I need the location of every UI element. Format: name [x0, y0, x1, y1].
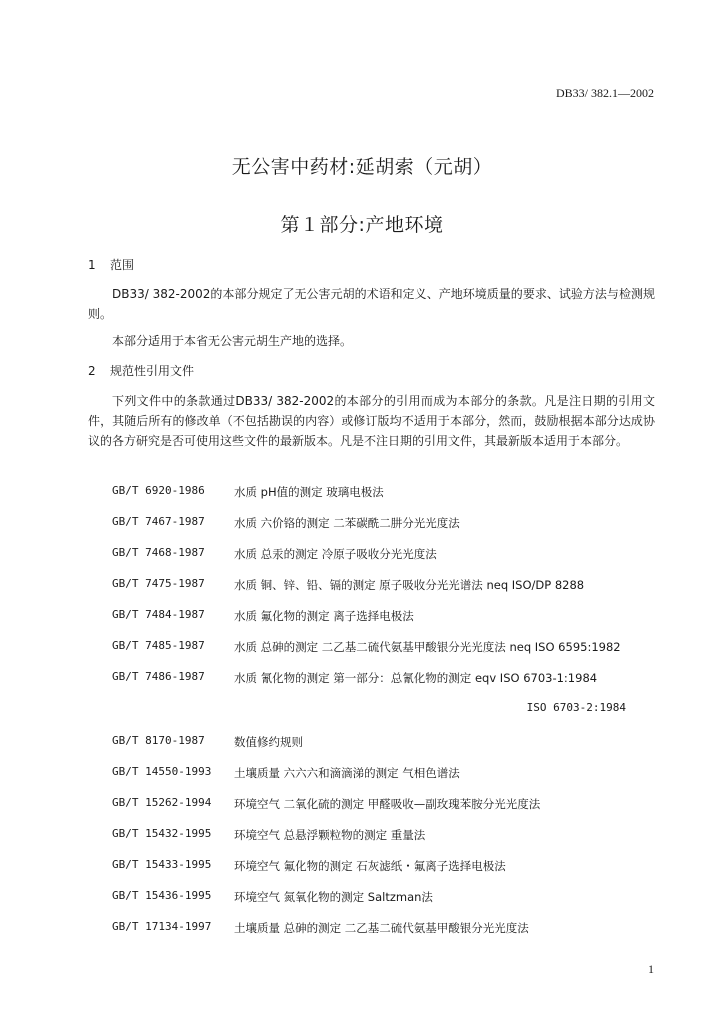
reference-title: 水质 氟化物的测定 离子选择电极法 — [234, 609, 414, 623]
reference-code: GB/T 7475-1987 — [112, 577, 205, 590]
reference-code: GB/T 7467-1987 — [112, 515, 205, 528]
section-1-paragraph-2 — [88, 331, 655, 351]
reference-code: GB/T 7486-1987 — [112, 670, 205, 683]
reference-code: GB/T 15436-1995 — [112, 889, 212, 902]
reference-code: GB/T 7484-1987 — [112, 608, 205, 621]
reference-title: 土壤质量 总砷的测定 二乙基二硫代氨基甲酸银分光光度法 — [234, 921, 529, 935]
section-1-paragraph-1 — [88, 284, 655, 324]
reference-code: GB/T 17134-1997 — [112, 920, 212, 933]
reference-extra-code: ISO 6703-2:1984 — [526, 701, 626, 714]
reference-title: 水质 六价铬的测定 二苯碳酰二肼分光光度法 — [234, 516, 460, 530]
reference-code: GB/T 7468-1987 — [112, 546, 205, 559]
reference-code: GB/T 7485-1987 — [112, 639, 205, 652]
reference-title: 水质 铜、锌、铅、镉的测定 原子吸收分光光谱法 neq ISO/DP 8288 — [234, 578, 585, 592]
reference-title: 数值修约规则 — [234, 735, 303, 749]
reference-code: GB/T 14550-1993 — [112, 765, 212, 778]
section-1-number: 1 — [88, 258, 96, 272]
section-2-paragraph-1-text: 下列文件中的条款通过DB33/ 382-2002的本部分的引用而成为本部分的条款。凡是注日期的引用文件，其随后所有的修改单（不包括勘误的内容）或修订版均不适用于本部分，然而，鼓励根据本部分达成协议的各方研究是否可使用这些文件的最新版本。凡是不注日期的引用文件，其最新版本适用于本部分。 — [88, 394, 655, 448]
section-2-title: 规范性引用文件 — [110, 364, 195, 378]
reference-code: GB/T 15262-1994 — [112, 796, 212, 809]
reference-title: 土壤质量 六六六和滴滴涕的测定 气相色谱法 — [234, 766, 460, 780]
section-1-paragraph-1-text: DB33/ 382-2002的本部分规定了无公害元胡的术语和定义、产地环境质量的要求、试验方法与检测规则。 — [88, 287, 655, 321]
reference-title: 环境空气 二氧化硫的测定 甲醛吸收—副玫瑰苯胺分光光度法 — [234, 797, 541, 811]
section-2-number: 2 — [88, 364, 96, 378]
reference-title: 水质 pH值的测定 玻璃电极法 — [234, 485, 384, 499]
reference-code: GB/T 15432-1995 — [112, 827, 212, 840]
document-title: 无公害中药材:延胡索（元胡） — [231, 156, 493, 178]
reference-title: 环境空气 总悬浮颗粒物的测定 重量法 — [234, 828, 426, 842]
section-2-heading — [88, 362, 194, 379]
reference-title: 环境空气 氟化物的测定 石灰滤纸・氟离子选择电极法 — [234, 859, 506, 873]
document-subtitle: 第１部分:产地环境 — [280, 214, 444, 236]
page-number: 1 — [648, 962, 654, 976]
reference-code: GB/T 6920-1986 — [112, 484, 205, 497]
section-1-heading — [88, 256, 134, 273]
section-1-paragraph-2-text: 本部分适用于本省无公害元胡生产地的选择。 — [112, 334, 353, 348]
reference-code: GB/T 8170-1987 — [112, 734, 205, 747]
reference-title: 环境空气 氮氧化物的测定 Saltzman法 — [234, 890, 433, 904]
reference-title: 水质 总汞的测定 冷原子吸收分光光度法 — [234, 547, 437, 561]
reference-code: GB/T 15433-1995 — [112, 858, 212, 871]
section-1-title: 范围 — [110, 258, 135, 272]
reference-title: 水质 总砷的测定 二乙基二硫代氨基甲酸银分光光度法 neq ISO 6595:1982 — [234, 640, 621, 654]
standard-code-header: DB33/ 382.1—2002 — [555, 86, 654, 100]
section-2-paragraph-1 — [88, 391, 655, 451]
reference-title: 水质 氰化物的测定 第一部分：总氰化物的测定 eqv ISO 6703-1:1984 — [234, 671, 598, 685]
